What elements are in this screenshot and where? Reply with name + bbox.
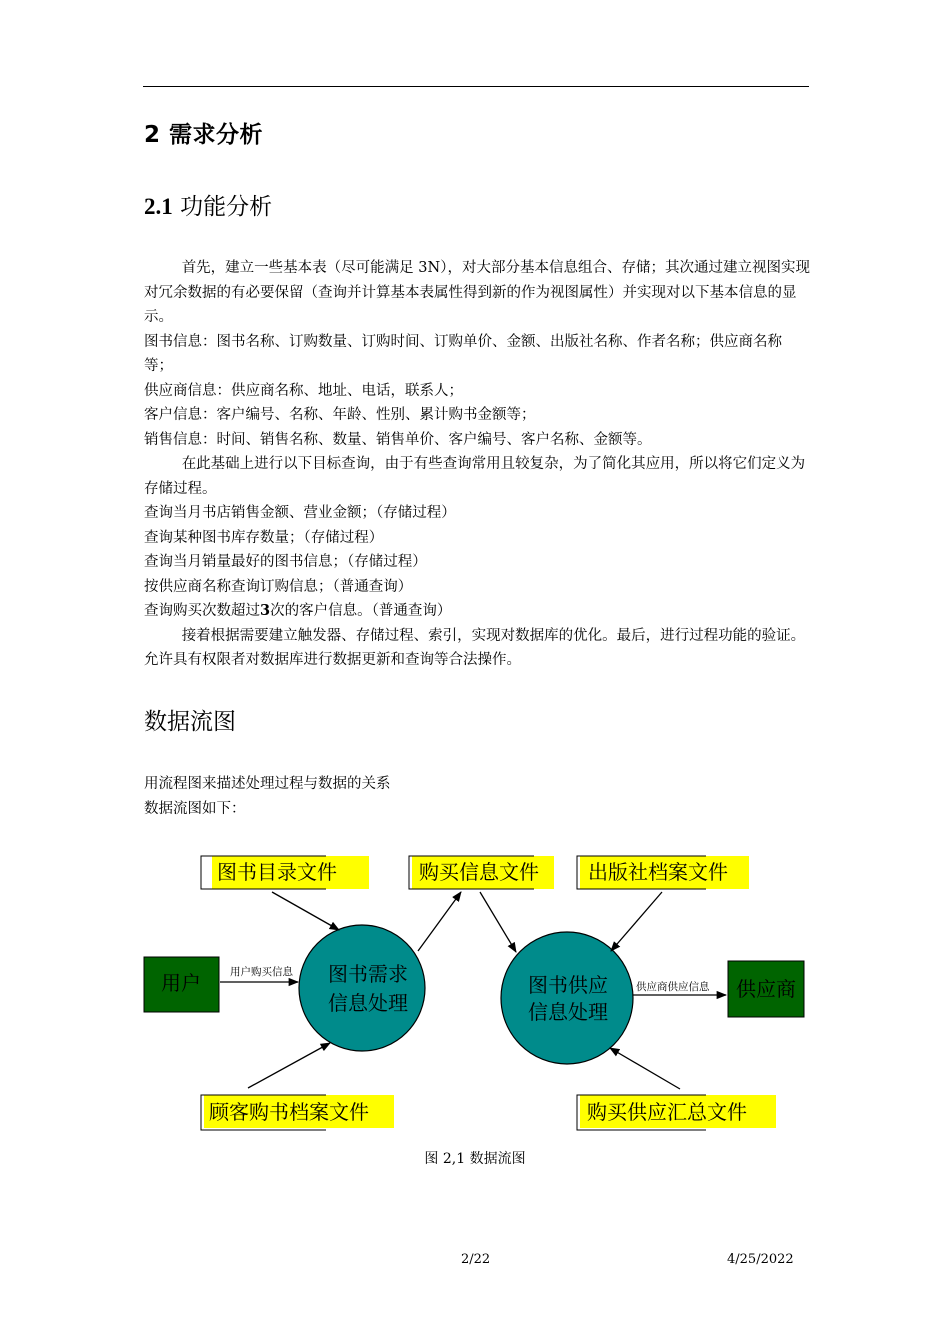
intro-paragraph: 首先，建立一些基本表（尽可能满足 3N），对大部分基本信息组合、存储；其次通过建立视图实现对冗余数据的有必要保留（查询并计算基本表属性得到新的作为视图属性）并实现对以下基本信息的显示。 <box>144 260 810 325</box>
header-rule <box>143 86 809 87</box>
svg-text:出版社档案文件: 出版社档案文件 <box>588 862 728 884</box>
dfd-heading: 数据流图 <box>144 709 236 735</box>
sales-info-line: 销售信息：时间、销售名称、数量、销售单价、客户编号、客户名称、金额等。 <box>144 431 652 448</box>
svg-text:顾客购书档案文件: 顾客购书档案文件 <box>209 1102 369 1124</box>
svg-text:购买信息文件: 购买信息文件 <box>419 862 539 884</box>
flow-summary-to-supply <box>610 1048 680 1089</box>
dfd-intro-line: 数据流图如下： <box>144 800 246 817</box>
query-item: 查询某种图书库存数量；（存储过程） <box>144 529 384 546</box>
body-text <box>144 256 810 673</box>
flow-label-user-purchase: 用户购买信息 <box>230 967 293 978</box>
query-item: 查询购买次数超过3次的客户信息。（普通查询） <box>144 602 452 619</box>
flow-purchase-to-supply <box>480 892 516 952</box>
query-item: 按供应商名称查询订购信息；（普通查询） <box>144 578 413 595</box>
process-supply <box>501 932 633 1064</box>
process-demand <box>299 925 425 1051</box>
svg-text:信息处理: 信息处理 <box>328 993 408 1015</box>
svg-text:图书供应: 图书供应 <box>528 975 608 997</box>
svg-text:信息处理: 信息处理 <box>528 1002 608 1024</box>
svg-text:图书目录文件: 图书目录文件 <box>217 862 337 884</box>
svg-text:购买供应汇总文件: 购买供应汇总文件 <box>587 1102 747 1124</box>
customer-info-line: 客户信息：客户编号、名称、年龄、性别、累计购书金额等； <box>144 407 536 423</box>
store-publisher <box>577 856 749 889</box>
section-heading: 2 需求分析 <box>144 122 264 148</box>
query-item: 查询当月销量最好的图书信息；（存储过程） <box>144 554 427 570</box>
flow-catalog-to-demand <box>272 892 339 930</box>
footer-date: 4/25/2022 <box>727 1252 794 1267</box>
flow-customer-to-demand <box>248 1043 330 1088</box>
optimization-paragraph: 接着根据需要建立触发器、存储过程、索引，实现对数据库的优化。最后，进行过程功能的验证。允许具有权限者对数据库进行数据更新和查询等合法操作。 <box>144 627 806 668</box>
store-purchase <box>409 856 554 889</box>
svg-text:图书需求: 图书需求 <box>328 964 408 986</box>
flow-label-supplier-supply: 供应商供应信息 <box>636 982 710 993</box>
query-item: 查询当月书店销售金额、营业金额；（存储过程） <box>144 505 456 521</box>
supplier-info-line: 供应商信息：供应商名称、地址、电话，联系人； <box>144 382 463 399</box>
store-customer <box>201 1095 394 1130</box>
query-paragraph: 在此基础上进行以下目标查询，由于有些查询常用且较复杂，为了简化其应用，所以将它们定义为存储过程。 <box>144 456 806 497</box>
dfd-intro <box>144 772 810 821</box>
svg-text:用户: 用户 <box>161 973 201 995</box>
figure-caption: 图 2,1 数据流图 <box>424 1151 526 1167</box>
data-flow-diagram <box>140 848 810 1138</box>
flow-publisher-to-supply <box>611 892 662 951</box>
page-number: 2/22 <box>461 1252 491 1267</box>
book-info-line: 图书信息：图书名称、订购数量、订购时间、订购单价、金额、出版社名称、作者名称；供应商名称等； <box>144 333 782 374</box>
store-catalog <box>201 856 369 889</box>
entity-supplier <box>728 961 804 1017</box>
flow-demand-to-purchase <box>418 892 461 951</box>
entity-user <box>144 957 219 1012</box>
svg-text:供应商: 供应商 <box>736 979 796 1001</box>
store-summary <box>577 1095 776 1130</box>
subsection-heading: 2.1 功能分析 <box>144 194 273 220</box>
dfd-intro-line: 用流程图来描述处理过程与数据的关系 <box>144 776 391 792</box>
query-count: 3 <box>260 602 271 619</box>
